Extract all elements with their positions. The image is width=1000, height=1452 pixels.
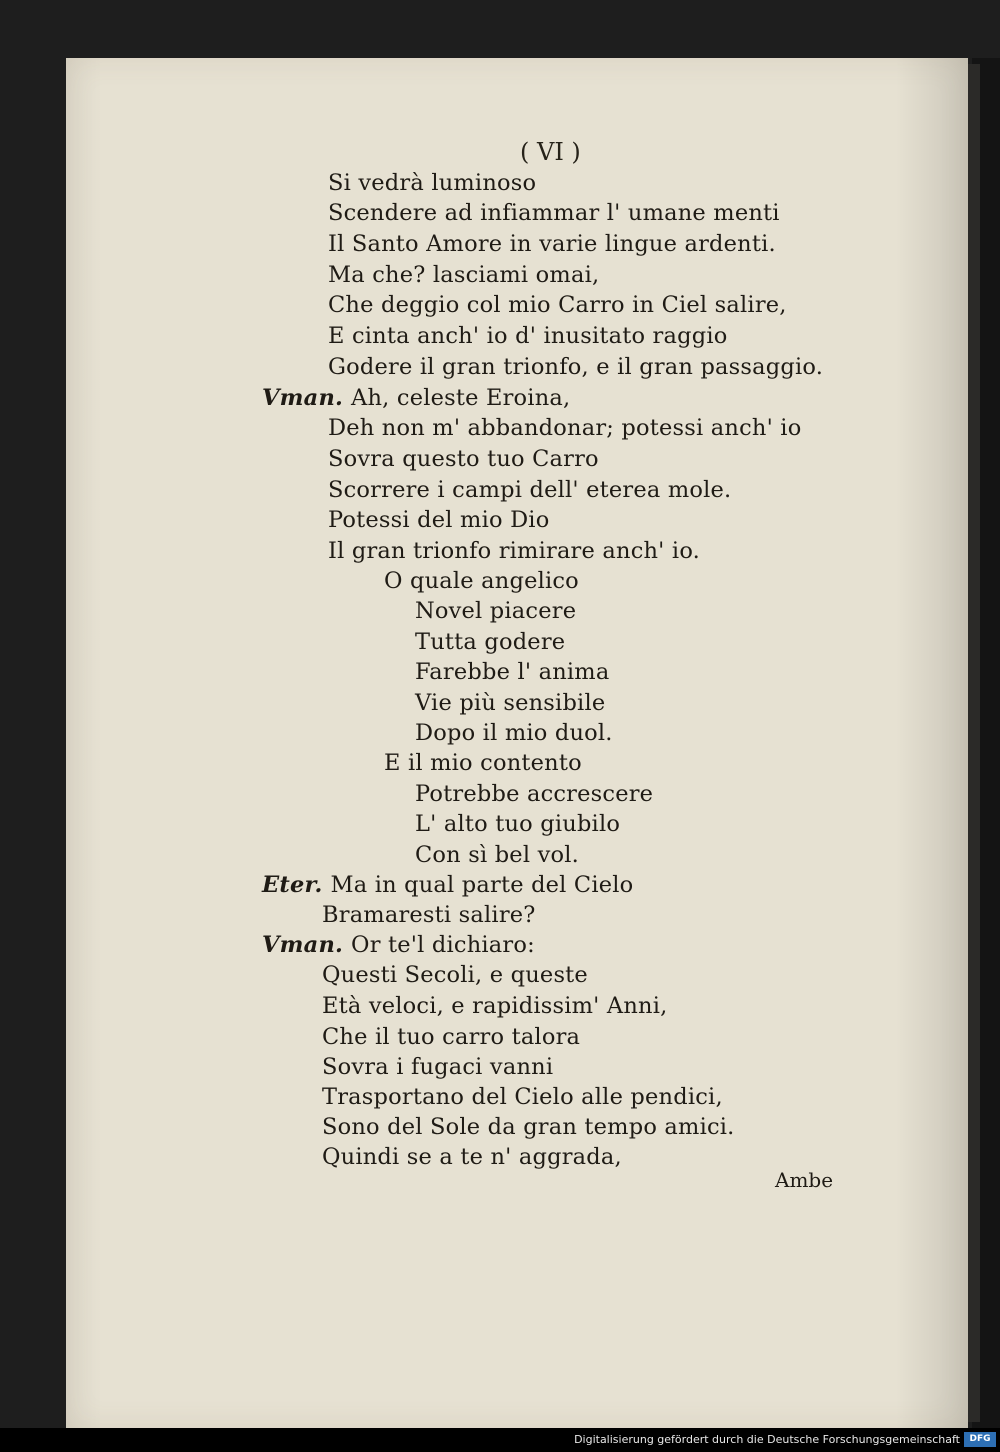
catchword: Ambe	[775, 1168, 834, 1192]
verse-line: Che il tuo carro talora	[322, 1024, 581, 1050]
verse-line: Godere il gran trionfo, e il gran passaggio.	[328, 354, 824, 380]
verse-line: Trasportano del Cielo alle pendici,	[322, 1084, 723, 1110]
verse-line: Sovra i fugaci vanni	[322, 1054, 554, 1080]
verse-line: Questi Secoli, e queste	[322, 962, 588, 988]
verse-line: Vie più sensibile	[415, 690, 606, 716]
verse-line: Farebbe l' anima	[415, 659, 610, 685]
verse-line: Deh non m' abbandonar; potessi anch' io	[328, 415, 802, 441]
verse-line: Scorrere i campi dell' eterea mole.	[328, 477, 732, 503]
verse-line: Sono del Sole da gran tempo amici.	[322, 1114, 735, 1140]
verse-line: Ma che? lasciami omai,	[328, 262, 600, 288]
verse-line: Vman. Ah, celeste Eroina,	[262, 385, 571, 411]
verse-line: Novel piacere	[415, 598, 577, 624]
verse-line: Con sì bel vol.	[415, 842, 579, 868]
speaker-label: Eter.	[262, 872, 323, 898]
verse-line: Il Santo Amore in varie lingue ardenti.	[328, 231, 776, 257]
verse-line: Si vedrà luminoso	[328, 170, 537, 196]
verse-line: Quindi se a te n' aggrada,	[322, 1144, 622, 1170]
verse-line: Vman. Or te'l dichiaro:	[262, 932, 535, 958]
speaker-label: Vman.	[262, 385, 344, 411]
verse-line: Eter. Ma in qual parte del Cielo	[262, 872, 634, 898]
verse-line: Potrebbe accrescere	[415, 781, 654, 807]
verse-line: Potessi del mio Dio	[328, 507, 550, 533]
verse-line: Età veloci, e rapidissim' Anni,	[322, 993, 668, 1019]
verse-line: Scendere ad infiammar l' umane menti	[328, 200, 780, 226]
digitization-footer	[0, 1428, 1000, 1452]
verse-line: O quale angelico	[384, 568, 579, 594]
verse-line: Bramaresti salire?	[322, 902, 536, 928]
verse-line: Che deggio col mio Carro in Ciel salire,	[328, 292, 787, 318]
dfg-logo: DFG	[964, 1432, 996, 1447]
verse-line: L' alto tuo giubilo	[415, 811, 621, 837]
verse-line: Il gran trionfo rimirare anch' io.	[328, 538, 701, 564]
verse-line: Tutta godere	[415, 629, 566, 655]
page-number: ( VI )	[520, 138, 581, 166]
verse-line: E cinta anch' io d' inusitato raggio	[328, 323, 728, 349]
verse-line: E il mio contento	[384, 750, 582, 776]
speaker-label: Vman.	[262, 932, 344, 958]
verse-line: Sovra questo tuo Carro	[328, 446, 599, 472]
verse-line: Dopo il mio duol.	[415, 720, 613, 746]
footer-credit: Digitalisierung gefördert durch die Deutsche Forschungsgemeinschaft	[574, 1433, 960, 1446]
